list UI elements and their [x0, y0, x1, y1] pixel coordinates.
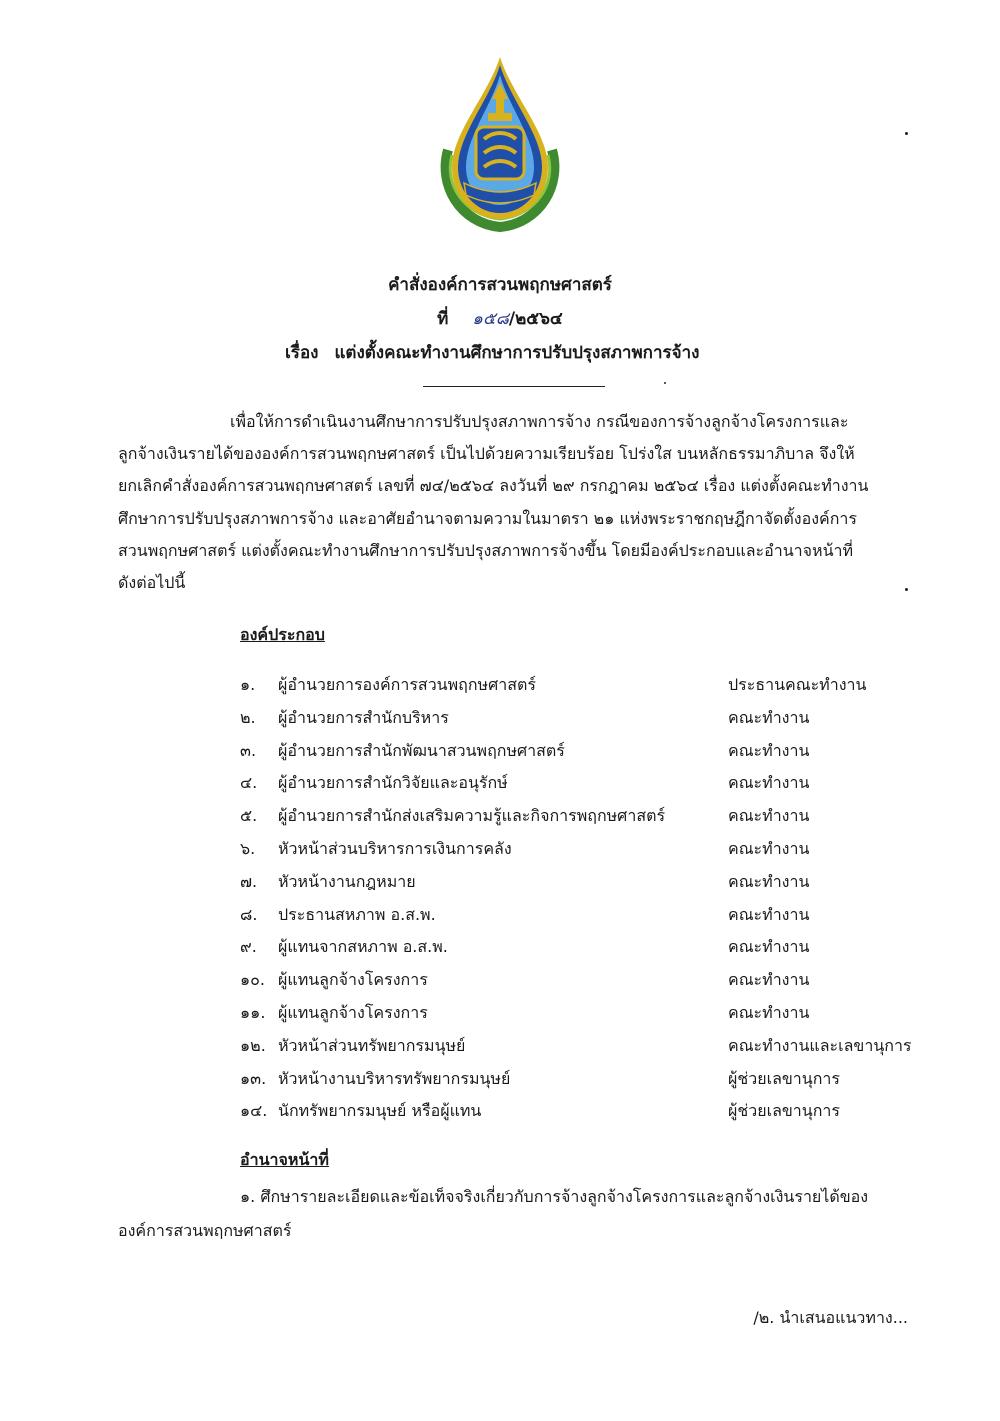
member-row: [240, 935, 930, 968]
member-role: คณะทำงาน: [728, 937, 810, 957]
member-row: [240, 739, 930, 772]
order-number-year: /๒๕๖๔: [508, 309, 563, 329]
member-role: คณะทำงาน: [728, 970, 810, 990]
member-number: ๙.: [240, 937, 257, 957]
member-number: ๖.: [240, 838, 256, 858]
member-role: ผู้ช่วยเลขานุการ: [728, 1068, 840, 1088]
member-number: ๔.: [240, 773, 258, 793]
member-row: [240, 673, 930, 706]
organization-emblem-logo: [430, 55, 570, 235]
title-divider: [423, 386, 605, 387]
member-name: หัวหน้างานบริหารทรัพยากรมนุษย์: [278, 1068, 511, 1088]
member-role: คณะทำงาน: [728, 871, 810, 891]
scan-speck: [905, 588, 908, 591]
member-row: [240, 706, 930, 739]
composition-heading: องค์ประกอบ: [240, 625, 325, 644]
member-row: [240, 903, 930, 936]
member-number: ๑๓.: [240, 1068, 267, 1088]
subject-label: เรื่อง: [285, 343, 319, 363]
document-title: คำสั่งองค์การสวนพฤกษศาสตร์: [388, 275, 612, 295]
duty-line: ๑. ศึกษารายละเอียดและข้อเท็จจริงเกี่ยวกับการจ้างลูกจ้างโครงการและลูกจ้างเงินรายได้ของ: [240, 1187, 869, 1206]
member-name: หัวหน้าส่วนทรัพยากรมนุษย์: [278, 1035, 466, 1055]
member-row: [240, 1099, 930, 1132]
paragraph-line: ศึกษาการปรับปรุงสภาพการจ้าง และอาศัยอำนาจตามความในมาตรา ๒๑ แห่งพระราชกฤษฎีกาจัดตั้งองค์การ: [118, 508, 858, 528]
member-name: ผู้อำนวยการสำนักพัฒนาสวนพฤกษศาสตร์: [278, 740, 565, 760]
member-role: คณะทำงาน: [728, 773, 810, 793]
paragraph-line: ยกเลิกคำสั่งองค์การสวนพฤกษศาสตร์ เลขที่ ๗๔/๒๕๖๔ ลงวันที่ ๒๙ กรกฎาคม ๒๕๖๔ เรื่อง แต่งตั้งคณะทำงาน: [118, 476, 869, 496]
member-number: ๑๑.: [240, 1002, 266, 1022]
member-name: นักทรัพยากรมนุษย์ หรือผู้แทน: [278, 1101, 482, 1121]
member-number: ๑.: [240, 675, 256, 694]
order-number-handwritten: ๑๕๘: [472, 309, 509, 329]
member-number: ๕.: [240, 806, 258, 826]
member-name: ผู้อำนวยการสำนักบริหาร: [278, 707, 449, 727]
subject-text: แต่งตั้งคณะทำงานศึกษาการปรับปรุงสภาพการจ้าง: [334, 343, 700, 363]
order-number-label: ที่: [437, 309, 449, 329]
member-role: คณะทำงาน: [728, 740, 810, 760]
duty-line: องค์การสวนพฤกษศาสตร์: [118, 1221, 292, 1240]
order-number: [0, 305, 1000, 332]
member-name: ผู้แทนลูกจ้างโครงการ: [278, 1002, 428, 1022]
member-role: ผู้ช่วยเลขานุการ: [728, 1101, 840, 1121]
member-name: หัวหน้าส่วนบริหารการเงินการคลัง: [278, 838, 512, 858]
member-row: [240, 870, 930, 903]
member-role: คณะทำงานและเลขานุการ: [728, 1035, 912, 1055]
member-name: ผู้อำนวยการสำนักส่งเสริมความรู้และกิจการพฤกษศาสตร์: [278, 806, 666, 826]
paragraph-line: สวนพฤกษศาสตร์ แต่งตั้งคณะทำงานศึกษาการปรับปรุงสภาพการจ้างขึ้น โดยมีองค์ประกอบและอำนาจหน้าที่: [118, 540, 854, 560]
member-role: ประธานคณะทำงาน: [728, 675, 867, 694]
member-role: คณะทำงาน: [728, 707, 810, 727]
scan-speck: [905, 132, 908, 135]
member-number: ๗.: [240, 871, 258, 891]
member-role: คณะทำงาน: [728, 838, 810, 858]
paragraph-line: ดังต่อไปนี้: [118, 572, 186, 592]
member-number: ๒.: [240, 707, 256, 727]
member-number: ๑๐.: [240, 970, 266, 990]
member-row: [240, 771, 930, 804]
member-row: [240, 804, 930, 837]
member-role: คณะทำงาน: [728, 904, 810, 924]
member-row: [240, 837, 930, 870]
member-row: [240, 1001, 930, 1034]
duties-heading: อำนาจหน้าที่: [240, 1150, 329, 1169]
paragraph-line: ลูกจ้างเงินรายได้ขององค์การสวนพฤกษศาสตร์ เป็นไปด้วยความเรียบร้อย โปร่งใส บนหลักธรรมาภิบาล จึงให้: [118, 444, 855, 464]
member-number: ๓.: [240, 740, 257, 760]
subject-line: [285, 339, 699, 366]
scan-speck: [664, 382, 666, 384]
continuation-note: /๒. นำเสนอแนวทาง...: [753, 1308, 908, 1327]
member-name: ผู้อำนวยการสำนักวิจัยและอนุรักษ์: [278, 773, 508, 793]
member-row: [240, 968, 930, 1001]
paragraph-line: เพื่อให้การดำเนินงานศึกษาการปรับปรุงสภาพการจ้าง กรณีของการจ้างลูกจ้างโครงการและ: [230, 412, 849, 431]
member-name: หัวหน้างานกฎหมาย: [278, 871, 416, 891]
duties-paragraph: [118, 1180, 918, 1248]
member-number: ๑๔.: [240, 1101, 268, 1121]
member-number: ๘.: [240, 904, 258, 924]
member-role: คณะทำงาน: [728, 806, 810, 826]
member-role: คณะทำงาน: [728, 1002, 810, 1022]
member-number: ๑๒.: [240, 1035, 266, 1055]
member-name: ผู้แทนลูกจ้างโครงการ: [278, 970, 428, 990]
members-list: [240, 673, 930, 1132]
member-name: ผู้อำนวยการองค์การสวนพฤกษศาสตร์: [278, 675, 536, 694]
member-name: ผู้แทนจากสหภาพ อ.ส.พ.: [278, 937, 448, 957]
member-name: ประธานสหภาพ อ.ส.พ.: [278, 904, 436, 924]
intro-paragraph: [118, 406, 918, 599]
member-row: [240, 1034, 930, 1067]
member-row: [240, 1067, 930, 1100]
